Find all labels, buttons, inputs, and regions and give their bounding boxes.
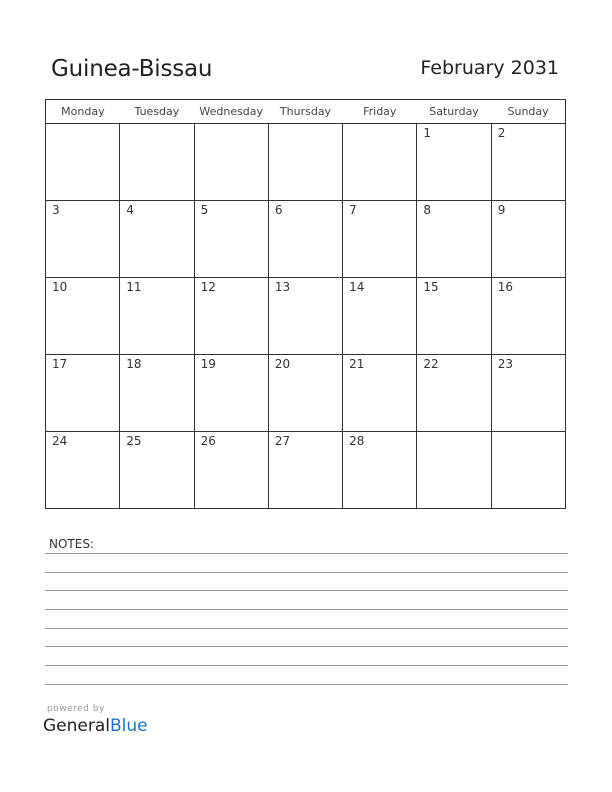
day-number: 27 bbox=[274, 434, 291, 448]
day-number: 6 bbox=[274, 203, 283, 217]
day-number: 18 bbox=[126, 357, 142, 371]
day-cell bbox=[417, 278, 491, 355]
day-number: 4 bbox=[126, 203, 134, 217]
day-number: 8 bbox=[423, 203, 432, 217]
note-line bbox=[45, 665, 568, 666]
day-cell bbox=[120, 432, 194, 509]
day-cell bbox=[46, 124, 120, 201]
day-number bbox=[120, 124, 193, 126]
note-line bbox=[45, 553, 568, 554]
day-cell bbox=[46, 201, 120, 278]
day-cell bbox=[194, 124, 268, 201]
day-number bbox=[417, 432, 490, 434]
day-number: 3 bbox=[52, 203, 60, 217]
note-line bbox=[45, 609, 568, 610]
day-cell bbox=[194, 278, 268, 355]
day-cell bbox=[491, 432, 565, 509]
day-cell bbox=[268, 124, 342, 201]
week-row bbox=[46, 278, 566, 355]
day-number bbox=[492, 432, 565, 434]
note-line bbox=[45, 590, 568, 591]
day-number: 15 bbox=[423, 280, 439, 294]
day-number: 7 bbox=[349, 203, 357, 217]
day-cell bbox=[343, 124, 417, 201]
note-line bbox=[45, 646, 568, 647]
day-number bbox=[195, 124, 268, 126]
day-number: 25 bbox=[126, 434, 142, 448]
day-cell bbox=[343, 432, 417, 509]
day-number: 9 bbox=[497, 203, 506, 217]
day-number: 2 bbox=[497, 126, 506, 140]
day-cell bbox=[46, 355, 120, 432]
day-number: 28 bbox=[349, 434, 365, 448]
day-cell bbox=[491, 278, 565, 355]
day-number: 26 bbox=[200, 434, 216, 448]
day-cell bbox=[268, 278, 342, 355]
week-row bbox=[46, 432, 566, 509]
brand-name-blue: Blue bbox=[110, 716, 148, 736]
day-cell bbox=[343, 355, 417, 432]
weekday-thursday: Thursday bbox=[268, 100, 342, 124]
calendar-country-title: Guinea-Bissau bbox=[51, 56, 213, 82]
weekday-tuesday: Tuesday bbox=[120, 100, 194, 124]
day-number: 13 bbox=[274, 280, 291, 294]
day-number: 21 bbox=[349, 357, 365, 371]
day-cell bbox=[120, 124, 194, 201]
day-cell bbox=[343, 201, 417, 278]
note-line bbox=[45, 628, 568, 629]
day-cell bbox=[268, 355, 342, 432]
day-cell bbox=[46, 278, 120, 355]
weekday-monday: Monday bbox=[46, 100, 120, 124]
note-line bbox=[45, 572, 568, 573]
day-number bbox=[343, 124, 416, 126]
week-row bbox=[46, 355, 566, 432]
day-cell bbox=[194, 355, 268, 432]
day-number: 23 bbox=[497, 357, 513, 371]
weekday-sunday: Sunday bbox=[491, 100, 565, 124]
day-number: 14 bbox=[349, 280, 365, 294]
day-cell bbox=[491, 355, 565, 432]
day-cell bbox=[120, 201, 194, 278]
day-cell bbox=[417, 201, 491, 278]
day-cell bbox=[491, 201, 565, 278]
day-number: 17 bbox=[52, 357, 68, 371]
day-cell bbox=[120, 355, 194, 432]
day-number: 5 bbox=[200, 203, 209, 217]
calendar-month-title: February 2031 bbox=[420, 57, 559, 79]
day-number: 24 bbox=[52, 434, 68, 448]
day-number: 22 bbox=[423, 357, 439, 371]
day-cell bbox=[46, 432, 120, 509]
note-line bbox=[45, 684, 568, 685]
brand-name-general: General bbox=[43, 716, 110, 736]
day-number: 20 bbox=[274, 357, 291, 371]
weekday-wednesday: Wednesday bbox=[194, 100, 268, 124]
generalblue-logo bbox=[43, 716, 148, 736]
day-cell bbox=[417, 124, 491, 201]
calendar-grid bbox=[45, 99, 566, 509]
day-cell bbox=[417, 432, 491, 509]
day-number bbox=[269, 124, 342, 126]
day-number bbox=[46, 124, 119, 126]
week-row bbox=[46, 124, 566, 201]
day-cell bbox=[120, 278, 194, 355]
week-row bbox=[46, 201, 566, 278]
day-cell bbox=[491, 124, 565, 201]
day-cell bbox=[268, 201, 342, 278]
day-cell bbox=[268, 432, 342, 509]
day-number: 19 bbox=[200, 357, 216, 371]
weekday-saturday: Saturday bbox=[417, 100, 491, 124]
powered-by-text: powered by bbox=[47, 704, 105, 714]
day-number: 1 bbox=[423, 126, 432, 140]
notes-label: NOTES: bbox=[49, 537, 94, 551]
day-cell bbox=[417, 355, 491, 432]
weekday-friday: Friday bbox=[343, 100, 417, 124]
day-number: 16 bbox=[497, 280, 513, 294]
day-number: 10 bbox=[52, 280, 68, 294]
day-cell bbox=[343, 278, 417, 355]
day-number: 11 bbox=[126, 280, 142, 294]
day-cell bbox=[194, 201, 268, 278]
day-number: 12 bbox=[200, 280, 216, 294]
day-cell bbox=[194, 432, 268, 509]
weekday-header-row bbox=[46, 100, 566, 124]
